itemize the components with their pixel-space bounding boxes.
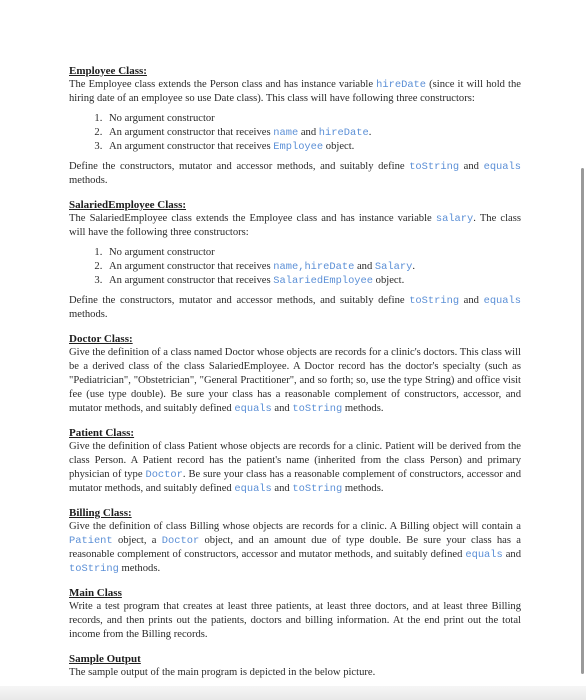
list-item-text: and: [354, 261, 375, 272]
patient-description: [69, 440, 521, 496]
code-doctor: Doctor: [161, 535, 200, 547]
doctor-text: methods.: [342, 403, 384, 414]
code-employee: Employee: [273, 141, 324, 153]
list-item: [105, 140, 521, 154]
code-toString: toString: [69, 563, 119, 575]
list-item: [105, 260, 521, 274]
vertical-scrollbar[interactable]: [581, 168, 584, 674]
doctor-heading: Doctor Class:: [69, 333, 133, 345]
code-hireDate: hireDate: [376, 79, 427, 91]
salaried-section: [69, 198, 521, 322]
list-item: [105, 126, 521, 140]
main-description: Write a test program that creates at least three patients, at least three doctors, and at least three Billing records, and then prints out the patients, doctors and billing information. At the end print out the total income from the Billing records.: [69, 601, 521, 640]
employee-heading: Employee Class:: [69, 65, 147, 77]
code-salary: Salary: [374, 261, 413, 273]
salaried-text-end: . The class will have the following three constructors:: [69, 213, 521, 238]
code-hireDate: hireDate: [318, 127, 369, 139]
employee-description: [69, 78, 521, 106]
employee-text-end: (since it will hold the hiring date of an employee so use Date class). This class will have following three constructors:: [69, 79, 521, 104]
doctor-text: and: [271, 403, 293, 414]
doctor-description: [69, 346, 521, 416]
list-item-text: object.: [373, 275, 405, 286]
code-doctor: Doctor: [145, 469, 183, 481]
code-equals: equals: [234, 483, 272, 495]
doctor-text: Give the definition of a class named Doctor whose objects are records for a clinic's doctors. This class will be a derived class of the class SalariedEmployee. A Doctor record has the doctor's specialty (such as "Pediatrician", "Obstetrician", "General Practitioner", and so forth; so, use the type String) and office visit fee (use type double). Be sure your class has a reasonable complement of constructors, accessor, and mutator methods, and suitably defined: [69, 347, 521, 414]
code-name: name: [273, 127, 299, 139]
patient-text: . Be sure your class has a reasonable complement of constructors, accessor and mutator methods, and suitably defined: [69, 469, 521, 494]
code-equals: equals: [465, 549, 503, 561]
billing-text: object, a: [112, 535, 162, 546]
page-bottom-edge: [0, 686, 586, 700]
list-item-text: .: [412, 261, 415, 272]
salaried-description: [69, 212, 521, 240]
billing-heading: Billing Class:: [69, 507, 132, 519]
billing-description: [69, 520, 521, 576]
salaried-text: The SalariedEmployee class extends the Employee class and has instance variable: [69, 213, 436, 224]
billing-text: methods.: [118, 563, 161, 574]
code-equals: equals: [483, 295, 521, 307]
list-item-text: No argument constructor: [109, 113, 215, 124]
code-toString: toString: [409, 295, 460, 307]
code-equals: equals: [234, 403, 272, 415]
sample-section: [69, 652, 521, 680]
employee-constructor-list: [69, 112, 521, 154]
list-item-text: .: [368, 127, 372, 138]
patient-text: methods.: [342, 483, 384, 494]
code-toString: toString: [409, 161, 460, 173]
code-name: name,: [273, 261, 305, 273]
employee-section: [69, 64, 521, 188]
salaried-define: [69, 294, 521, 322]
salaried-constructor-list: [69, 246, 521, 288]
salaried-heading: SalariedEmployee Class:: [69, 199, 187, 211]
code-toString: toString: [292, 483, 343, 495]
employee-define: [69, 160, 521, 188]
billing-text: Give the definition of class Billing whose objects are records for a clinic. A Billing object will contain a: [69, 521, 521, 532]
patient-heading: Patient Class:: [69, 427, 135, 439]
main-heading: Main Class: [69, 587, 122, 599]
define-text: methods.: [69, 175, 108, 186]
list-item-text: No argument constructor: [109, 247, 215, 258]
code-toString: toString: [292, 403, 343, 415]
code-equals: equals: [483, 161, 521, 173]
list-item: [105, 246, 521, 260]
billing-text: and: [502, 549, 521, 560]
code-salary: salary: [435, 213, 474, 225]
define-text: methods.: [69, 309, 108, 320]
patient-text: and: [271, 483, 293, 494]
list-item: [105, 112, 521, 126]
billing-section: [69, 506, 521, 576]
patient-section: [69, 426, 521, 496]
main-section: [69, 586, 521, 642]
list-item-text: and: [298, 127, 319, 138]
employee-text: The Employee class extends the Person class and has instance variable: [69, 79, 377, 90]
list-item-text: An argument constructor that receives: [109, 141, 274, 152]
doctor-section: [69, 332, 521, 416]
define-text: and: [459, 295, 484, 306]
code-hireDate: hireDate: [304, 261, 355, 273]
define-text: Define the constructors, mutator and accessor methods, and suitably define: [69, 295, 410, 306]
list-item-text: An argument constructor that receives: [109, 261, 274, 272]
code-patient: Patient: [69, 535, 113, 547]
list-item-text: An argument constructor that receives: [109, 275, 274, 286]
list-item-text: An argument constructor that receives: [109, 127, 274, 138]
billing-text: object, and an amount due of type double. Be sure your class has a reasonable complement of constructors, accessor and mutator methods, and suitably defined: [69, 535, 521, 560]
code-salariedemployee: SalariedEmployee: [273, 275, 374, 287]
document-page: [69, 64, 521, 690]
sample-heading: Sample Output: [69, 653, 141, 665]
patient-text: Give the definition of class Patient whose objects are records for a clinic. Patient will be derived from the class Person. A Patient record has the patient's name (inherited from the class Person) and primary physician of type: [69, 441, 521, 480]
list-item-text: object.: [323, 141, 355, 152]
list-item: [105, 274, 521, 288]
define-text: Define the constructors, mutator and accessor methods, and suitably define: [69, 161, 410, 172]
sample-description: The sample output of the main program is depicted in the below picture.: [69, 667, 376, 678]
define-text: and: [459, 161, 484, 172]
